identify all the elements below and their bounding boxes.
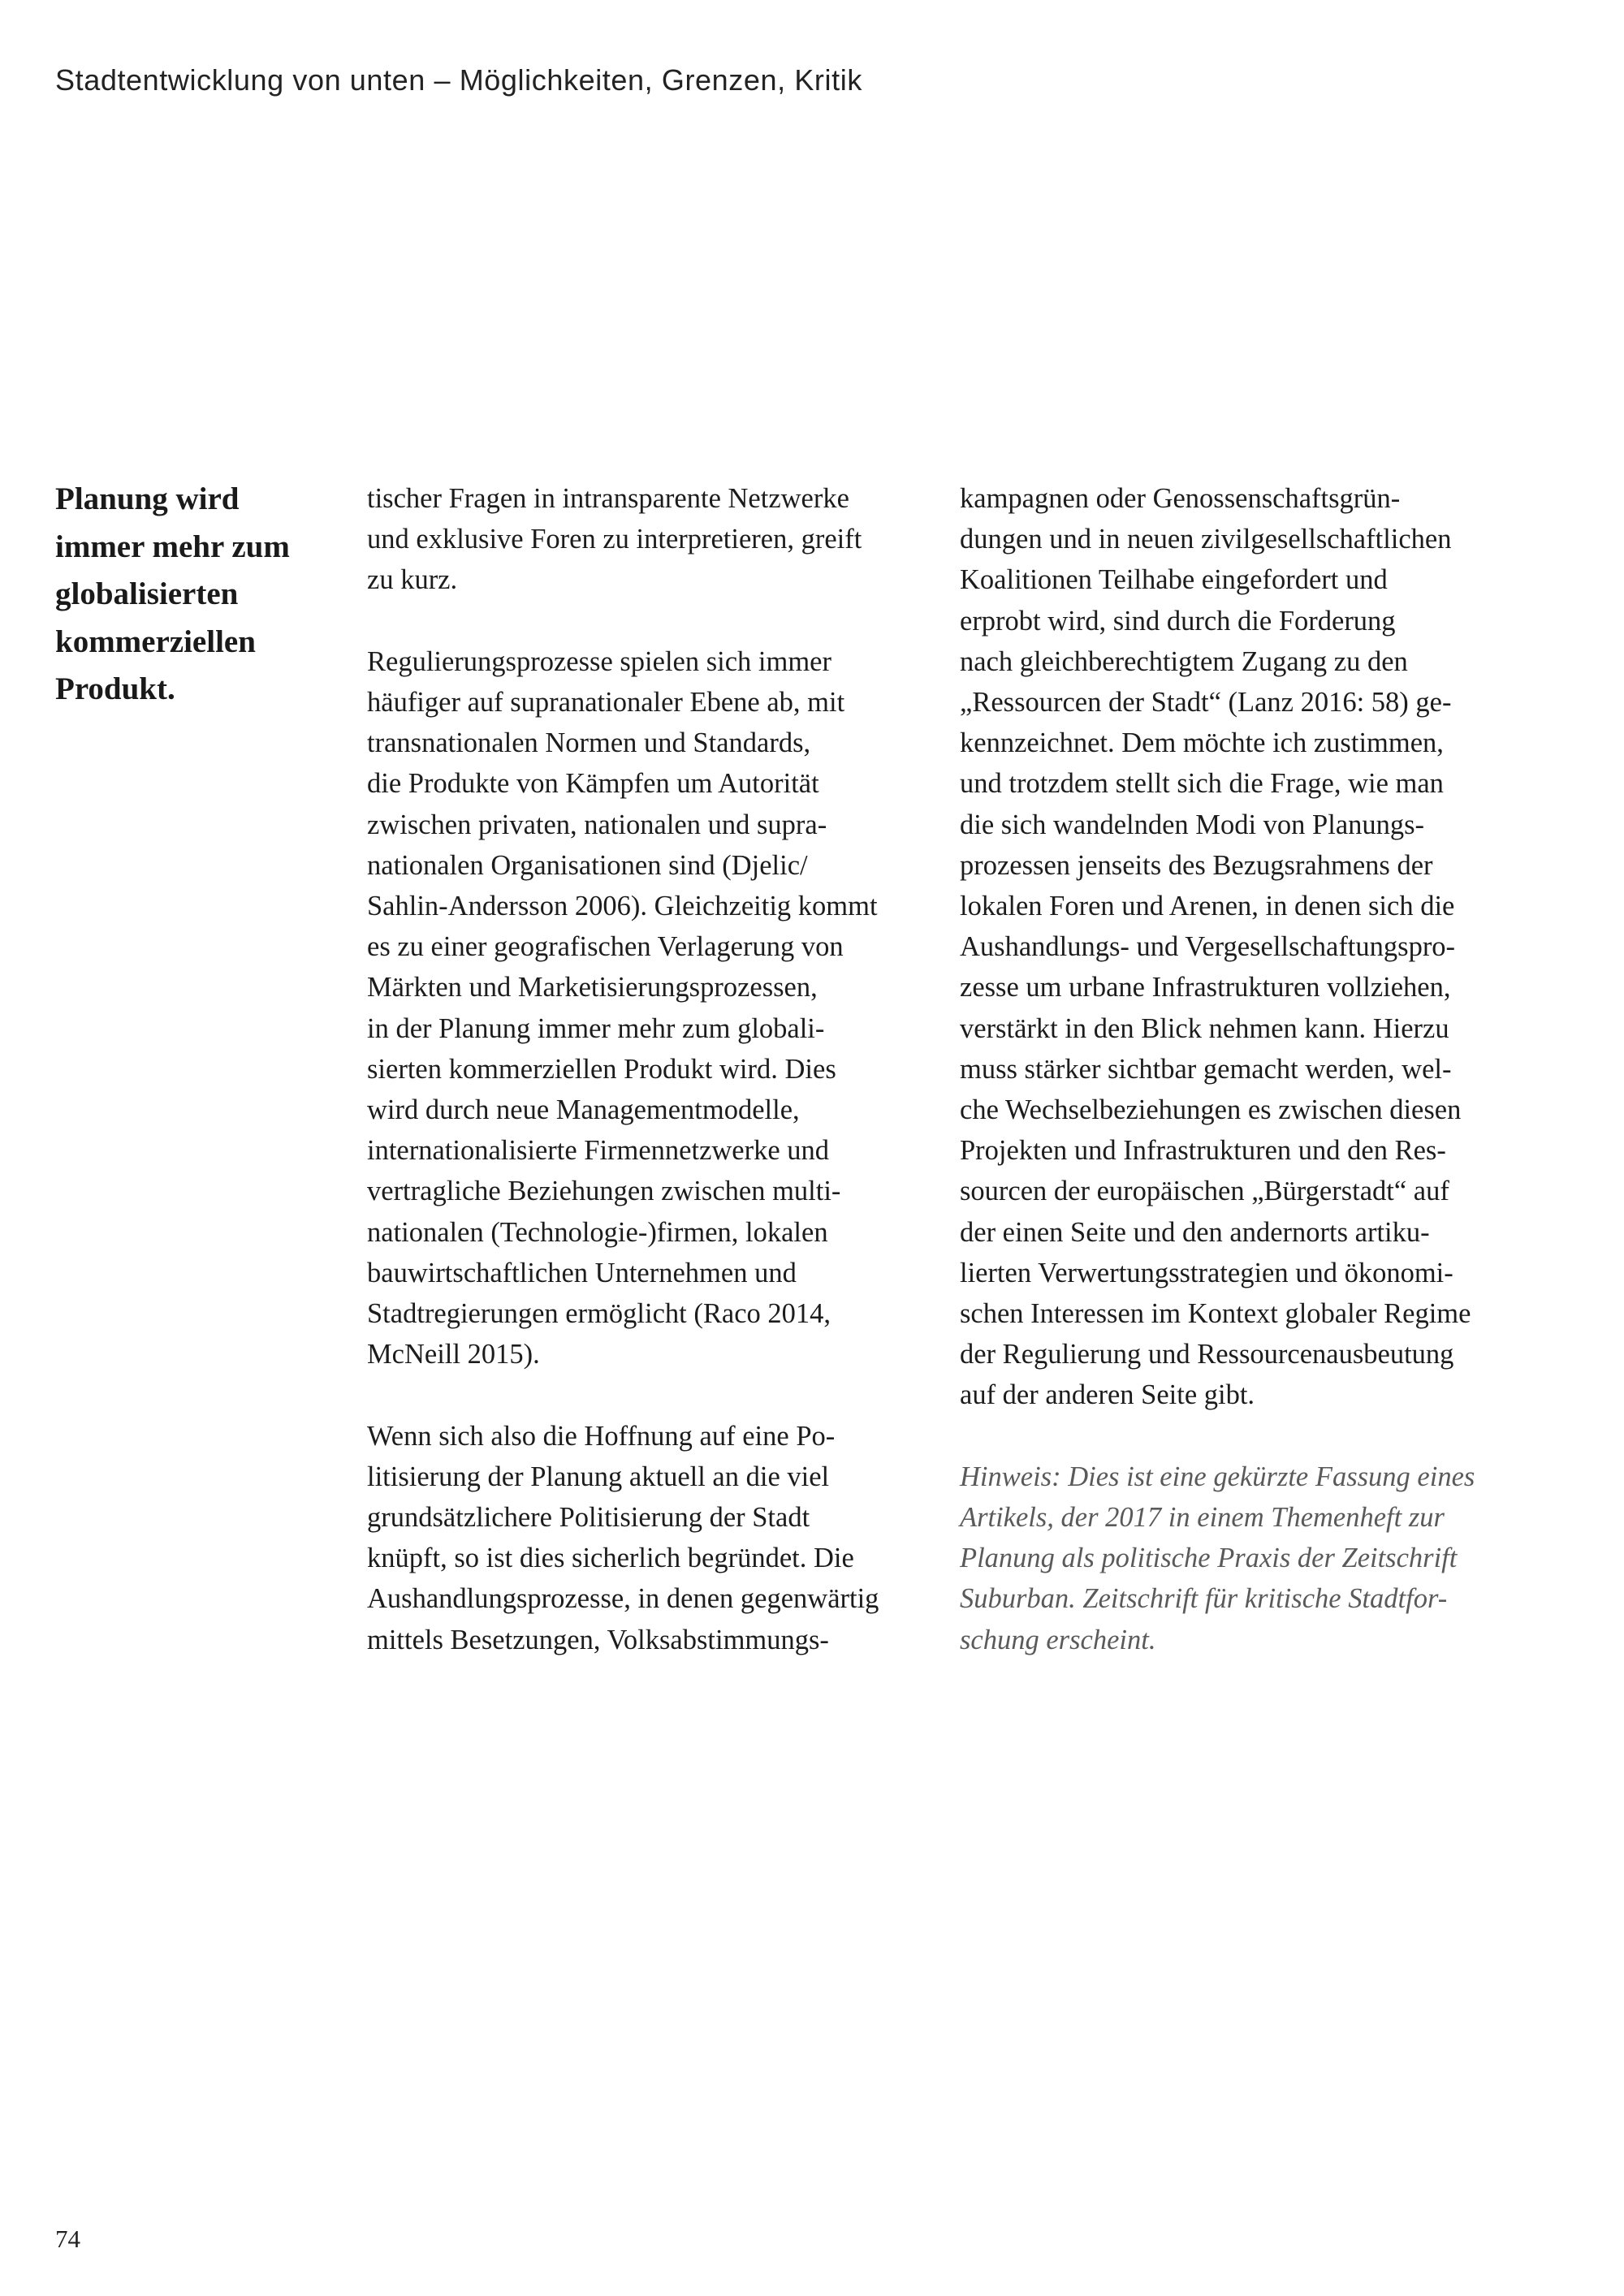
text-line: „Ressourcen der Stadt“ (Lanz 2016: 58) ge-	[960, 687, 1452, 719]
text-line: lokalen Foren und Arenen, in denen sich die	[960, 891, 1455, 922]
text-line: schen Interessen im Kontext globaler Regime	[960, 1298, 1471, 1330]
text-column-1	[367, 478, 935, 1701]
running-head: Stadtentwicklung von unten – Möglichkeiten, Grenzen, Kritik	[55, 63, 862, 97]
text-line: Wenn sich also die Hoffnung auf eine Po-	[367, 1420, 836, 1452]
text-line: Sahlin-Andersson 2006). Gleichzeitig kommt	[367, 891, 878, 922]
text-line: sierten kommerziellen Produkt wird. Dies	[367, 1053, 836, 1085]
text-line: auf der anderen Seite gibt.	[960, 1379, 1255, 1411]
text-line: kennzeichnet. Dem möchte ich zustimmen,	[960, 727, 1444, 759]
text-line: che Wechselbeziehungen es zwischen diesen	[960, 1094, 1462, 1126]
paragraph	[960, 478, 1528, 1416]
text-line: die Produkte von Kämpfen um Autorität	[367, 768, 819, 800]
note-line: Hinweis: Dies ist eine gekürzte Fassung eines	[960, 1461, 1475, 1492]
text-line: nach gleichberechtigtem Zugang zu den	[960, 645, 1408, 677]
pull-quote-line: Produkt.	[55, 671, 175, 706]
text-line: kampagnen oder Genossenschaftsgrün-	[960, 483, 1401, 514]
text-line: und trotzdem stellt sich die Frage, wie man	[960, 768, 1444, 800]
text-line: Märkten und Marketisierungsprozessen,	[367, 972, 818, 1003]
text-line: Koalitionen Teilhabe eingefordert und	[960, 564, 1388, 596]
pull-quote-line: immer mehr zum	[55, 529, 290, 564]
pull-quote	[55, 476, 331, 714]
text-line: tischer Fragen in intransparente Netzwerke	[367, 483, 849, 514]
pull-quote-line: Planung wird	[55, 481, 240, 516]
text-line: lierten Verwertungsstrategien und ökonomi-	[960, 1257, 1453, 1288]
paragraph	[367, 641, 935, 1375]
text-line: nationalen Organisationen sind (Djelic/	[367, 849, 808, 881]
text-line: bauwirtschaftlichen Unternehmen und	[367, 1257, 797, 1288]
text-line: grundsätzlichere Politisierung der Stadt	[367, 1502, 810, 1534]
text-line: knüpft, so ist dies sicherlich begründet. Die	[367, 1543, 854, 1574]
text-line: zesse um urbane Infrastrukturen vollziehen,	[960, 972, 1451, 1003]
note-line: Suburban. Zeitschrift für kritische Stadtfor-	[960, 1583, 1448, 1615]
pull-quote-line: kommerziellen	[55, 624, 256, 659]
text-line: mittels Besetzungen, Volksabstimmungs-	[367, 1624, 829, 1655]
text-line: Stadtregierungen ermöglicht (Raco 2014,	[367, 1298, 831, 1330]
text-line: nationalen (Technologie-)firmen, lokalen	[367, 1216, 828, 1248]
text-line: in der Planung immer mehr zum globali-	[367, 1012, 825, 1044]
note-line: Planung als politische Praxis der Zeitschrift	[960, 1543, 1458, 1574]
text-line: Projekten und Infrastrukturen und den Res-	[960, 1135, 1446, 1167]
text-line: erprobt wird, sind durch die Forderung	[960, 605, 1396, 637]
paragraph	[367, 1416, 935, 1660]
text-column-2	[960, 478, 1528, 1701]
note-line: schung erscheint.	[960, 1624, 1156, 1655]
text-line: der einen Seite und den andernorts artiku-	[960, 1216, 1430, 1248]
text-line: McNeill 2015).	[367, 1339, 540, 1370]
text-line: häufiger auf supranationaler Ebene ab, mit	[367, 687, 845, 718]
text-line: die sich wandelnden Modi von Planungs-	[960, 809, 1425, 840]
text-line: Aushandlungs- und Vergesellschaftungspro-	[960, 931, 1456, 963]
text-line: transnationalen Normen und Standards,	[367, 727, 811, 759]
text-line: zwischen privaten, nationalen und supra-	[367, 809, 827, 840]
paragraph	[367, 478, 935, 601]
text-line: und exklusive Foren zu interpretieren, greift	[367, 524, 862, 555]
text-line: verstärkt in den Blick nehmen kann. Hierzu	[960, 1012, 1449, 1044]
text-line: prozessen jenseits des Bezugsrahmens der	[960, 849, 1433, 881]
text-line: wird durch neue Managementmodelle,	[367, 1094, 800, 1126]
page-number: 74	[55, 2225, 80, 2253]
text-line: es zu einer geografischen Verlagerung von	[367, 931, 844, 963]
text-line: Aushandlungsprozesse, in denen gegenwärtig	[367, 1583, 879, 1615]
text-line: zu kurz.	[367, 564, 458, 596]
pull-quote-line: globalisierten	[55, 576, 239, 611]
text-line: Regulierungsprozesse spielen sich immer	[367, 645, 831, 677]
text-line: der Regulierung und Ressourcenausbeutung	[960, 1339, 1454, 1370]
text-line: litisierung der Planung aktuell an die viel	[367, 1461, 830, 1492]
note-line: Artikels, der 2017 in einem Themenheft zur	[960, 1502, 1445, 1534]
editorial-note	[960, 1457, 1528, 1660]
text-line: vertragliche Beziehungen zwischen multi-	[367, 1176, 841, 1207]
text-line: internationalisierte Firmennetzwerke und	[367, 1135, 830, 1167]
text-line: muss stärker sichtbar gemacht werden, wel-	[960, 1053, 1452, 1085]
text-line: sourcen der europäischen „Bürgerstadt“ auf	[960, 1176, 1449, 1207]
text-line: dungen und in neuen zivilgesellschaftlichen	[960, 524, 1452, 555]
